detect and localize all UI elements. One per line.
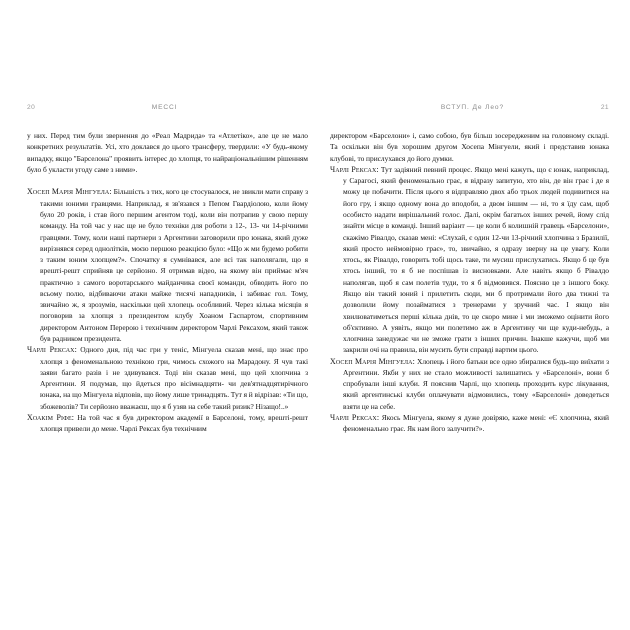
- speaker-name: Хосеп Марія Мінгуела:: [330, 356, 415, 366]
- speaker-name: Чарлі Рексах:: [330, 164, 379, 174]
- right-page-header-title: ВСТУП. Де Лео?: [440, 104, 505, 111]
- speech-text: Хлопець і його батьки все одно збиралися будь-що виїхати з Аргентини. Якби у них не стало можливості залишатись у «Барселоні», вони б спробували інші клуби. Я пояснив Чарлі, що хлопець проходить курс лікування, який аргентинські клуби оплачувати відмовились, тому «Барселоні» доведеться взяти це на себе.: [343, 356, 609, 411]
- speech-text: Більшість з тих, кого це стосувалося, не звикли мати справу з такими юними гравцями. Наприклад, я зв'язався з Пепом Гвардіолою, коли йому було 20 років, і став його першим агентом тоді, коли він потрапив у свою першу команду. На той час у нас ще не було техніки для роботи з 12-, 13- чи 14-річними гравцями. Тому, коли наші партнери з Аргентини заговорили про юнака, який дуже вирізнявся серед однолітків, моєю першою реакцією було: «Що ж ми будемо робити з таким юним хлопцем?». Спочатку я сумнівався, але всі так наполягали, що я врешті-решт сприйняв це серйозно. Я отримав відео, на якому він приймає м'яч практично з самого воротарського майданчика своєї команди, обводить його по всьому полю, відбиваючи атаки майже тисячі нападників, і забиває гол. Тому, звичайно ж, я зрозумів, наскільки цей хлопець особливий. Через кілька місяців я поговорив за хлопця з президентом клубу Хоаном Гаспартом, спортивним директором Антоном Перерою і технічним директором Чарлі Рексахом, який також був радником президента.: [40, 187, 308, 344]
- speaker-name: Хоакім Ріфе:: [27, 413, 75, 423]
- speech-text: Одного дня, під час гри у теніс, Мінгуела сказав мені, що знає про хлопця з феноменальною технікою гри, чимось схожого на Марадону. Я чув такі заяви багато разів і не здивувався. Тоді він сказав мені, що цей хлопчина з Аргентини. Я подумав, що йдеться про вісімнадцяти- чи дев'ятнадцятирічного юнака, на що Мінгуела відповів, що йому лише тринадцять. Тут я й відрізав: «Ти що, збожеволів? Ти серйозно вважаєш, що я б узяв на себе такий ризик? Нізащо!..»: [40, 345, 308, 411]
- speech-rife-1: [27, 412, 308, 435]
- paragraph-continuation: у них. Перед тим були звернення до «Реал Мадрида» та «Атлетіко», але це не мало конкретних результатів. Усі, хто доклався до цього трансферу, твердили: «У будь-якому випадку, якщо "Барселона" проявить інтерес до хлопця, то найраціональнішим рішенням було б укласти угоду саме з ними».: [27, 131, 308, 174]
- left-page-folio: 20: [27, 104, 36, 111]
- paragraph-spacer: [27, 175, 308, 186]
- speaker-name: Чарлі Рексах:: [330, 413, 380, 423]
- left-page-header-title: МЕССІ: [151, 104, 178, 111]
- right-page-running-head: [330, 104, 609, 116]
- left-page-text-column: [27, 130, 308, 435]
- speech-rexach-1: [27, 344, 308, 412]
- right-page-folio: 21: [600, 104, 609, 111]
- right-page-text-column: [330, 130, 609, 435]
- speaker-name: Хосеп Марія Мінгуела:: [27, 187, 112, 197]
- speech-rexach-2: [330, 164, 609, 356]
- speech-rexach-3: [330, 412, 609, 435]
- speaker-name: Чарлі Рексах:: [27, 345, 77, 355]
- speech-mingela-1: [27, 186, 308, 344]
- speech-text: Тут задіяний певний процес. Якщо мені кажуть, що є юнак, наприклад, у Сарагосі, який феноменально грає, я відразу запитую, хто він, де він грає і де я можу це побачити. Після цього я відправляю двох або трьох людей подивитися на його гру, і якщо одному вона до вподоби, а двом іншим — ні, то я їду сам, щоб особисто надати вирішальний голос. Далі, окрім багатьох інших речей, йому слід знайти місце в команді. Інший варіант — це коли б колишній гравець «Барселони», скажімо Рівалдо, сказав мені: «Слухай, є один 12-чи 13-річний хлопчина з Бразилії, який просто неймовірно грає», то, звичайно, я одразу зверну на це увагу. Коли хтось, як Рівалдо, говорить тобі щось таке, ти мусиш прислухатись. Якщо б це був хтось інший, то я б не поспішав із висновками. Але навіть якщо б Рівалдо наполягав, щоб я сам полетів туди, то я б відмовився. Поясню це з іншого боку. Якщо він такий юний і прилетить сюди, ми б протримали його два тижні та дозволили йому позайматися з тренерами у зручний час. І якщо він хвилюватиметься перші кілька днів, то це скоро мине і ми зможемо оцінити його об'єктивно. А уявіть, якщо ми полетимо аж в Аргентину чи ще куди-небудь, а хлопчина занедужає чи не зможе грати з інших причин. Інакше кажучи, щоб ми закрили очі на правила, він мусить бути справді вартим цього.: [343, 164, 609, 355]
- left-page-running-head: [27, 104, 308, 116]
- speech-text: На той час я був директором академії в Барселоні, тому, врешті-решт хлопця привели до мене. Чарлі Рексах був технічним: [40, 413, 308, 434]
- paragraph-continuation: директором «Барселони» і, само собою, був більш зосередженим на головному складі. Та оскільки він був хорошим другом Хосепа Мінгуели, який і представив юнака клубові, то прислухався до його думки.: [330, 131, 609, 163]
- right-page: [315, 0, 630, 630]
- speech-mingela-2: [330, 356, 609, 412]
- speech-text: Якось Мінгуела, якому я дуже довіряю, каже мені: «Є хлопчина, який феноменально грає. Як нам його залучити?».: [343, 413, 609, 434]
